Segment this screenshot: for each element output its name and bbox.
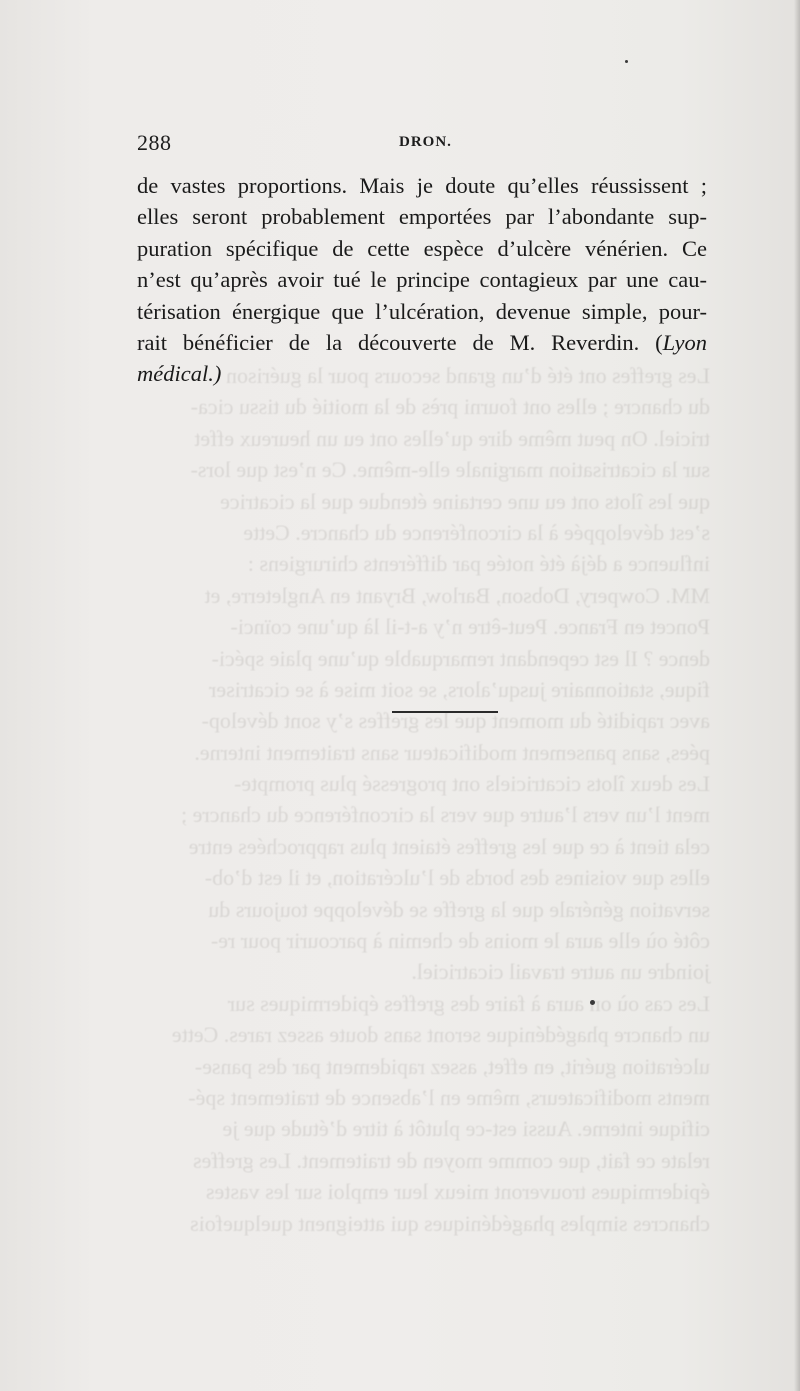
text-line: rait bénéficier de la découverte de M. Reverdin. (Lyon <box>137 329 707 355</box>
page-edge-shadow <box>794 0 800 1391</box>
text-line: elles seront probablement emportées par l’abondante sup- <box>137 204 707 230</box>
text-line: n’est qu’après avoir tué le principe contagieux par une cau- <box>137 267 707 293</box>
running-title: DRON. <box>399 134 452 150</box>
text-line: puration spécifique de cette espèce d’ulcère vénérien. Ce <box>137 235 707 261</box>
text-line: térisation énergique que l’ulcération, devenue simple, pour- <box>137 298 707 324</box>
section-divider <box>392 711 498 713</box>
text-line-citation: médical.) <box>137 361 222 387</box>
citation-journal: Lyon <box>662 329 707 355</box>
show-through-text: Les greffes ont été d’un grand secours pour la guérison du chancre ; elles ont fourni près de la moitié du tissu cica- triciel. On peut même dire qu’elles ont eu un heureux effet sur la cicatrisation marginale elle-même. Ce n’est que lors- que les îlots ont eu une certaine étendue que la cicatrice s’est développée à la circonférence du chancre. Cette influence a déjà été notée par différents chirurgiens : MM. Cowpery, Dobson, Barlow, Bryant en Angleterre, et Poncet en France. Peut-être n’y a-t-il là qu’une coïnci- dence ? Il est cependant remarquable qu’une plaie spéci- fique, stationnaire jusqu’alors, se soit mise à se cicatriser avec rapidité du moment que les greffes s’y sont dévelop- pées, sans pansement modificateur sans traitement interne. Les deux îlots cicatriciels ont progressé plus prompte- ment l’un vers l’autre que vers la circonférence du chancre ; cela tient à ce que les greffes étaient plus rapprochées entre elles que voisines des bords de l’ulcération, et il est d’ob- servation générale que la greffe se développe toujours du côté où elle aura le moins de chemin à parcourir pour re- joindre un autre travail cicatriciel. Les cas où on aura à faire des greffes épidermiques sur un chancre phagédénique seront sans doute assez rares. Cette ulcération guérit, en effet, assez rapidement par des panse- ments modificateurs, même en l’absence de traitement spé- cifique interne. Aussi est-ce plutôt à titre d’étude que je relate ce fait, que comme moyen de traitement. Les greffes épidermiques trouveront mieux leur emploi sur les vastes chancres simples phagédéniques qui atteignent quelquefois <box>171 363 710 1236</box>
paper-speck <box>625 60 628 63</box>
paper-speck <box>590 1000 595 1005</box>
running-head <box>137 130 707 156</box>
text-line: de vastes proportions. Mais je doute qu’elles réussissent ; <box>137 173 707 198</box>
page-number: 288 <box>137 130 172 155</box>
body-text <box>137 170 707 390</box>
